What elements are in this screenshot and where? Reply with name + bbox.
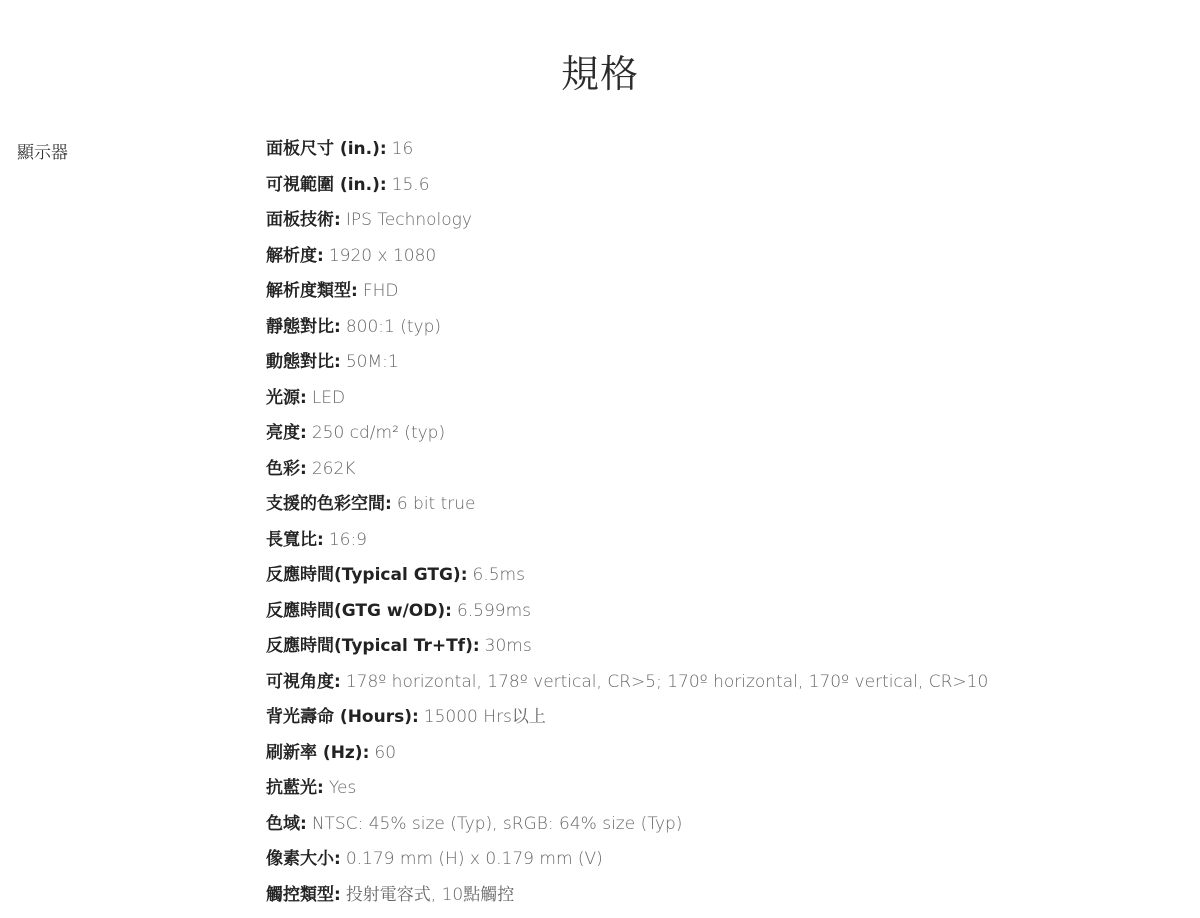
spec-value: 250 cd/m² (typ) xyxy=(312,423,445,443)
spec-key: 亮度 xyxy=(266,423,300,443)
spec-value: 6 bit true xyxy=(397,494,476,514)
spec-separator: : xyxy=(351,281,358,301)
spec-key: 長寬比 xyxy=(266,530,317,550)
spec-key: 面板技術 xyxy=(266,210,334,230)
spec-row xyxy=(266,279,988,315)
spec-row xyxy=(266,173,988,209)
spec-key: 反應時間(Typical GTG) xyxy=(266,565,461,585)
spec-value: 1920 x 1080 xyxy=(329,246,436,266)
spec-row xyxy=(266,812,988,848)
spec-key: 色域 xyxy=(266,814,300,834)
spec-row xyxy=(266,563,988,599)
spec-row xyxy=(266,528,988,564)
spec-value: 60 xyxy=(374,743,396,763)
spec-value: 50M:1 xyxy=(346,352,399,372)
spec-key: 色彩 xyxy=(266,459,300,479)
spec-key: 光源 xyxy=(266,388,300,408)
spec-key: 背光壽命 (Hours) xyxy=(266,707,412,727)
spec-key: 面板尺寸 (in.) xyxy=(266,139,380,159)
page-title: 規格 xyxy=(0,43,1200,98)
spec-row xyxy=(266,705,988,741)
spec-separator: : xyxy=(334,317,341,337)
spec-row xyxy=(266,492,988,528)
spec-key: 靜態對比 xyxy=(266,317,334,337)
spec-key: 可視範圍 (in.) xyxy=(266,175,380,195)
spec-key: 抗藍光 xyxy=(266,778,317,798)
spec-separator: : xyxy=(380,175,387,195)
spec-key: 支援的色彩空間 xyxy=(266,494,385,514)
spec-value: 16:9 xyxy=(329,530,367,550)
spec-row xyxy=(266,137,988,173)
spec-row xyxy=(266,847,988,883)
spec-separator: : xyxy=(317,246,324,266)
spec-separator: : xyxy=(300,423,307,443)
spec-value: 15.6 xyxy=(392,175,430,195)
spec-separator: : xyxy=(334,672,341,692)
spec-value: IPS Technology xyxy=(346,210,472,230)
spec-key: 可視角度 xyxy=(266,672,334,692)
spec-row xyxy=(266,244,988,280)
spec-row xyxy=(266,883,988,918)
spec-separator: : xyxy=(334,885,341,905)
spec-key: 像素大小 xyxy=(266,849,334,869)
spec-row xyxy=(266,599,988,635)
spec-separator: : xyxy=(300,814,307,834)
spec-value: 投射電容式, 10點觸控 xyxy=(346,885,514,905)
spec-row xyxy=(266,208,988,244)
spec-key: 反應時間(Typical Tr+Tf) xyxy=(266,636,473,656)
spec-separator: : xyxy=(300,459,307,479)
spec-separator: : xyxy=(334,352,341,372)
spec-row xyxy=(266,741,988,777)
spec-row xyxy=(266,670,988,706)
spec-separator: : xyxy=(461,565,468,585)
spec-value: 800:1 (typ) xyxy=(346,317,441,337)
section-label-display: 顯示器 xyxy=(17,138,68,163)
spec-row xyxy=(266,350,988,386)
spec-value: 16 xyxy=(392,139,414,159)
spec-key: 觸控類型 xyxy=(266,885,334,905)
spec-value: 6.5ms xyxy=(473,565,525,585)
spec-row xyxy=(266,457,988,493)
spec-separator: : xyxy=(300,388,307,408)
spec-separator: : xyxy=(334,210,341,230)
spec-separator: : xyxy=(334,849,341,869)
spec-value: FHD xyxy=(363,281,399,301)
spec-key: 刷新率 (Hz) xyxy=(266,743,363,763)
spec-separator: : xyxy=(380,139,387,159)
spec-value: 6.599ms xyxy=(457,601,531,621)
spec-row xyxy=(266,386,988,422)
spec-value: 178º horizontal, 178º vertical, CR>5; 170º horizontal, 170º vertical, CR>10 xyxy=(346,672,988,692)
spec-row xyxy=(266,315,988,351)
spec-separator: : xyxy=(385,494,392,514)
spec-separator: : xyxy=(363,743,370,763)
spec-value: LED xyxy=(312,388,345,408)
spec-value: 0.179 mm (H) x 0.179 mm (V) xyxy=(346,849,603,869)
spec-key: 解析度類型 xyxy=(266,281,351,301)
spec-value: 262K xyxy=(312,459,356,479)
spec-value: 15000 Hrs以上 xyxy=(424,707,546,727)
spec-row xyxy=(266,776,988,812)
spec-key: 解析度 xyxy=(266,246,317,266)
spec-value: Yes xyxy=(329,778,356,798)
spec-row xyxy=(266,634,988,670)
spec-separator: : xyxy=(412,707,419,727)
spec-key: 動態對比 xyxy=(266,352,334,372)
spec-value: 30ms xyxy=(485,636,532,656)
spec-separator: : xyxy=(473,636,480,656)
spec-separator: : xyxy=(317,530,324,550)
spec-row xyxy=(266,421,988,457)
spec-separator: : xyxy=(317,778,324,798)
spec-list xyxy=(266,137,988,918)
spec-value: NTSC: 45% size (Typ), sRGB: 64% size (Typ) xyxy=(312,814,683,834)
spec-key: 反應時間(GTG w/OD) xyxy=(266,601,445,621)
spec-separator: : xyxy=(445,601,452,621)
